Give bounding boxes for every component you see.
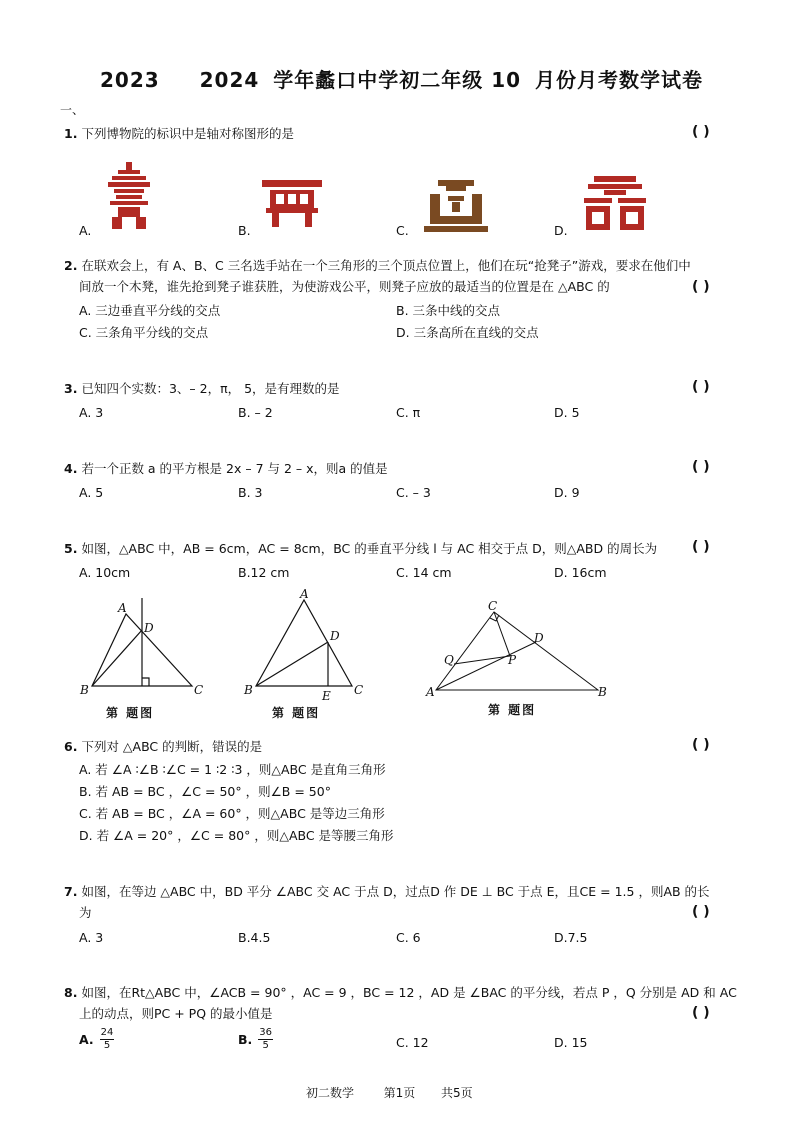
q-number: 7.	[64, 884, 78, 899]
footer-total: 共5页	[440, 1086, 473, 1100]
figure-3	[426, 600, 610, 698]
q4-option-c[interactable]: C. – 3	[396, 485, 431, 500]
answer-paren[interactable]: ( )	[692, 459, 710, 475]
answer-paren[interactable]: ( )	[692, 904, 710, 920]
numerator: 36	[259, 1027, 273, 1038]
q7-option-c[interactable]: C. 6	[396, 930, 421, 945]
question-3	[64, 379, 340, 397]
question-7-line2: 为	[79, 905, 92, 920]
fig2-segment-bd	[256, 642, 328, 686]
page-title	[100, 64, 703, 93]
q6-option-d[interactable]: D. 若 ∠A = 20° ，∠C = 80° ，则△ABC 是等腰三角形	[79, 828, 394, 843]
title-year-start: 2023	[100, 68, 160, 92]
q-text: 下列博物院的标识中是轴对称图形的是	[81, 126, 294, 141]
q-number: 3.	[64, 381, 78, 396]
answer-paren[interactable]: ( )	[692, 737, 710, 753]
denominator: 5	[262, 1040, 269, 1051]
answer-paren[interactable]: ( )	[692, 124, 710, 140]
q2-option-c[interactable]: C. 三条角平分线的交点	[79, 325, 209, 340]
footer	[306, 1084, 473, 1101]
q-number: 1.	[64, 126, 78, 141]
title-month: 10	[491, 68, 522, 92]
fig2-label-d: D	[330, 629, 340, 643]
logo-b-icon	[262, 178, 322, 228]
figure-1-caption: 第 题图	[106, 706, 155, 720]
q8-option-a[interactable]	[79, 1027, 114, 1052]
q2-option-a[interactable]: A. 三边垂直平分线的交点	[79, 303, 221, 318]
denominator: 5	[103, 1040, 111, 1051]
q8-option-d[interactable]: D. 15	[554, 1035, 588, 1050]
fig3-label-a: A	[426, 685, 435, 699]
question-2	[64, 256, 691, 274]
q4-option-d[interactable]: D. 9	[554, 485, 580, 500]
q3-option-b[interactable]: B. – 2	[238, 405, 273, 420]
q6-option-b[interactable]: B. 若 AB = BC ，∠C = 50° ，则∠B = 50°	[79, 784, 331, 799]
q6-option-a[interactable]: A. 若 ∠A ∶∠B ∶∠C = 1 ∶2 ∶3 ，则△ABC 是直角三角形	[79, 762, 386, 777]
footer-page: 第1页	[383, 1086, 416, 1100]
q-text: 若一个正数 a 的平方根是 2x – 7 与 2 – x，则a 的值是	[81, 461, 388, 476]
figure-1	[80, 596, 210, 696]
fig2-triangle	[256, 600, 352, 686]
question-8-line2: 上的动点，则PC + PQ 的最小值是	[79, 1006, 273, 1021]
q5-option-c[interactable]: C. 14 cm	[396, 565, 452, 580]
fig1-right-angle	[142, 678, 149, 686]
q-number: 2.	[64, 258, 78, 273]
q4-option-b[interactable]: B. 3	[238, 485, 263, 500]
q-number: 5.	[64, 541, 78, 556]
fig3-segment-pq	[454, 656, 510, 664]
fraction	[258, 1027, 273, 1052]
figure-3-caption: 第 题图	[488, 703, 537, 717]
fig2-label-a: A	[300, 587, 309, 601]
title-tail: 月份月考数学试卷	[535, 68, 704, 92]
q7-option-a[interactable]: A. 3	[79, 930, 104, 945]
q-text: 如图，在等边 △ABC 中，BD 平分 ∠ABC 交 AC 于点 D，过点D 作 DE ⊥ BC 于点 E，且CE = 1.5 ，则AB 的长	[81, 884, 710, 899]
fig3-label-d: D	[534, 631, 544, 645]
q-number: 4.	[64, 461, 78, 476]
answer-paren[interactable]: ( )	[692, 379, 710, 395]
q1-option-c[interactable]: C.	[396, 223, 409, 238]
q5-option-d[interactable]: D. 16cm	[554, 565, 607, 580]
q7-option-b[interactable]: B.4.5	[238, 930, 271, 945]
fig3-label-p: P	[508, 653, 517, 667]
q-text: 下列对 △ABC 的判断，错误的是	[81, 739, 263, 754]
q1-option-b[interactable]: B.	[238, 223, 251, 238]
answer-paren[interactable]: ( )	[692, 539, 710, 555]
q1-option-d[interactable]: D.	[554, 223, 568, 238]
q-number: 8.	[64, 985, 78, 1000]
fig2-label-c: C	[354, 683, 364, 697]
title-year-end: 2024	[199, 68, 260, 92]
logo-d-icon	[584, 176, 646, 232]
fig1-label-a: A	[118, 601, 127, 615]
answer-paren[interactable]: ( )	[692, 279, 710, 295]
footer-subject: 初二数学	[306, 1086, 355, 1100]
q2-option-b[interactable]: B. 三条中线的交点	[396, 303, 501, 318]
fig3-label-q: Q	[444, 653, 454, 667]
q-text: 已知四个实数：3、– 2，π， 5，是有理数的是	[81, 381, 340, 396]
q8-option-c[interactable]: C. 12	[396, 1035, 429, 1050]
q-text: 如图，在Rt△ABC 中，∠ACB = 90° ，AC = 9 ，BC = 12 ，AD 是 ∠BAC 的平分线，若点 P ，Q 分别是 AD 和 AC	[81, 985, 737, 1000]
question-5	[64, 539, 657, 557]
q3-option-c[interactable]: C. π	[396, 405, 421, 420]
figure-2-caption: 第 题图	[272, 706, 321, 720]
question-7	[64, 882, 710, 900]
q4-option-a[interactable]: A. 5	[79, 485, 104, 500]
figure-2	[242, 587, 372, 703]
q5-option-a[interactable]: A. 10cm	[79, 565, 131, 580]
title-text: 学年蠡口中学初二年级	[273, 68, 484, 92]
question-4	[64, 459, 388, 477]
q7-option-d[interactable]: D.7.5	[554, 930, 588, 945]
fraction	[100, 1027, 115, 1052]
q8-option-b[interactable]	[238, 1027, 273, 1052]
fig2-label-b: B	[244, 683, 253, 697]
q2-option-d[interactable]: D. 三条高所在直线的交点	[396, 325, 539, 340]
q5-option-b[interactable]: B.12 cm	[238, 565, 290, 580]
option-label: B.	[238, 1032, 253, 1047]
fig3-label-b: B	[598, 685, 607, 699]
question-6	[64, 737, 262, 755]
numerator: 24	[100, 1027, 114, 1038]
fig1-label-d: D	[144, 621, 154, 635]
option-label: A.	[79, 1032, 94, 1047]
q-text: 在联欢会上，有 A、B、C 三名选手站在一个三角形的三个顶点位置上，他们在玩“抢凳子”游戏，要求在他们中	[81, 258, 691, 273]
q1-option-a[interactable]: A.	[79, 223, 92, 238]
q6-option-c[interactable]: C. 若 AB = BC ，∠A = 60° ，则△ABC 是等边三角形	[79, 806, 385, 821]
question-1	[64, 124, 294, 142]
logo-c-icon	[424, 180, 488, 232]
fig1-segment-bd	[92, 630, 142, 686]
fig2-label-e: E	[322, 689, 331, 703]
q3-option-d[interactable]: D. 5	[554, 405, 580, 420]
q-text: 如图，△ABC 中，AB = 6cm，AC = 8cm，BC 的垂直平分线 l 与 AC 相交于点 D，则△ABD 的周长为	[81, 541, 658, 556]
question-8	[64, 983, 737, 1001]
fig3-label-c: C	[488, 599, 498, 613]
logo-a-icon	[104, 162, 154, 232]
answer-paren[interactable]: ( )	[692, 1005, 710, 1021]
question-2-line2: 间放一个木凳，谁先抢到凳子谁获胜，为使游戏公平，则凳子应放的最适当的位置是在 △ABC 的	[79, 279, 610, 294]
section-label: 一、	[60, 103, 85, 117]
q3-option-a[interactable]: A. 3	[79, 405, 104, 420]
fig1-label-b: B	[80, 683, 89, 697]
fig1-label-c: C	[194, 683, 204, 697]
q-number: 6.	[64, 739, 78, 754]
